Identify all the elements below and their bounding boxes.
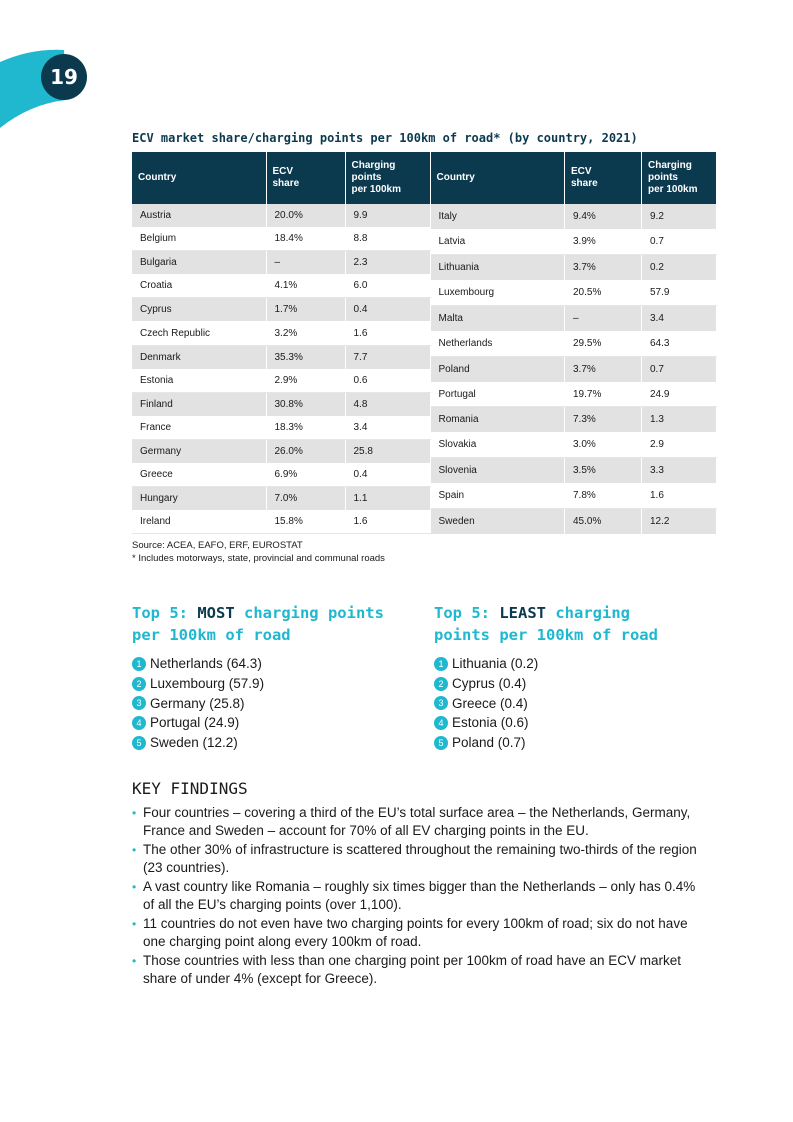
cell-country: Lithuania [431,254,565,279]
table-row [431,432,717,457]
table-row [431,331,717,356]
cell-ecv-share: 7.0% [266,487,345,511]
table-row [431,407,717,432]
cell-ecv-share: 3.7% [565,254,642,279]
table-row [132,416,430,440]
cell-country: Estonia [132,369,266,393]
cell-charging-points: 64.3 [642,331,717,356]
top5-least-list [434,654,694,752]
top5-least-section [434,602,694,752]
cell-country: Slovakia [431,432,565,457]
table-notes [132,539,385,565]
cell-charging-points: 8.8 [345,227,430,251]
list-item [434,674,694,694]
table-row [132,227,430,251]
top5-most-title: Top 5: MOST charging points per 100km of road [132,604,384,644]
header-ecv-share: ECV share [266,152,345,204]
table-row [132,345,430,369]
cell-charging-points: 1.1 [345,487,430,511]
cell-charging-points: 0.2 [642,254,717,279]
cell-country: Portugal [431,382,565,407]
header-country: Country [132,152,266,204]
rank-number-icon: 4 [132,716,146,730]
cell-country: Finland [132,392,266,416]
cell-ecv-share: 45.0% [565,509,642,535]
header-ecv-share: ECV share [565,152,642,204]
cell-country: Bulgaria [132,251,266,275]
table-row [431,305,717,330]
list-item [434,713,694,733]
rank-number-icon: 4 [434,716,448,730]
table-row [132,487,430,511]
header-country: Country [431,152,565,204]
cell-charging-points: 2.3 [345,251,430,275]
cell-ecv-share: 7.8% [565,483,642,508]
cell-country: Czech Republic [132,321,266,345]
cell-country: Hungary [132,487,266,511]
list-item-text: Sweden (12.2) [150,735,238,751]
cell-ecv-share: 3.0% [565,432,642,457]
cell-charging-points: 0.7 [642,229,717,254]
page-number: 19 [41,54,87,100]
cell-ecv-share: 4.1% [266,274,345,298]
list-item [132,674,392,694]
cell-ecv-share: 3.7% [565,356,642,381]
cell-charging-points: 6.0 [345,274,430,298]
cell-charging-points: 1.6 [642,483,717,508]
cell-ecv-share: 30.8% [266,392,345,416]
table-row [132,392,430,416]
rank-number-icon: 2 [434,677,448,691]
cell-ecv-share: 3.9% [565,229,642,254]
cell-charging-points: 1.3 [642,407,717,432]
cell-charging-points: 9.2 [642,204,717,229]
cell-charging-points: 1.6 [345,321,430,345]
data-tables [132,152,716,534]
table-header-row [431,152,717,204]
cell-ecv-share: – [565,305,642,330]
cell-charging-points: 0.7 [642,356,717,381]
list-item [434,654,694,674]
table-row [431,229,717,254]
header-charging-points: Charging points per 100km [642,152,717,204]
cell-charging-points: 24.9 [642,382,717,407]
cell-charging-points: 1.6 [345,510,430,534]
cell-ecv-share: 19.7% [565,382,642,407]
cell-charging-points: 25.8 [345,439,430,463]
cell-country: Romania [431,407,565,432]
cell-country: Sweden [431,509,565,535]
cell-ecv-share: 15.8% [266,510,345,534]
table-row [132,298,430,322]
table-row [431,458,717,483]
rank-number-icon: 1 [132,657,146,671]
table-title: ECV market share/charging points per 100km of road* (by country, 2021) [132,131,638,145]
cell-ecv-share: 1.7% [266,298,345,322]
cell-country: Italy [431,204,565,229]
table-row [132,251,430,275]
table-row [132,204,430,227]
top5-most-section [132,602,392,752]
list-item-text: Germany (25.8) [150,695,245,711]
cell-charging-points: 3.4 [642,305,717,330]
table-row [431,204,717,229]
top5-most-list [132,654,392,752]
cell-charging-points: 0.6 [345,369,430,393]
table-row [132,321,430,345]
cell-country: Latvia [431,229,565,254]
list-item-text: Luxembourg (57.9) [150,676,265,692]
rank-number-icon: 2 [132,677,146,691]
header-charging-points: Charging points per 100km [345,152,430,204]
table-row [431,280,717,305]
cell-country: Slovenia [431,458,565,483]
cell-ecv-share: 26.0% [266,439,345,463]
list-item [132,733,392,753]
table-row [431,254,717,279]
list-item-text: Cyprus (0.4) [452,676,527,692]
cell-charging-points: 0.4 [345,463,430,487]
cell-charging-points: 9.9 [345,204,430,227]
cell-ecv-share: 20.5% [565,280,642,305]
cell-ecv-share: 35.3% [266,345,345,369]
key-findings-list [132,804,702,988]
cell-ecv-share: 2.9% [266,369,345,393]
table-row [132,369,430,393]
table-row [431,509,717,535]
list-item-text: Portugal (24.9) [150,715,240,731]
top5-least-title: Top 5: LEAST charging points per 100km of road [434,604,658,644]
cell-charging-points: 4.8 [345,392,430,416]
list-item [132,713,392,733]
cell-charging-points: 12.2 [642,509,717,535]
rank-number-icon: 5 [434,736,448,750]
cell-ecv-share: 29.5% [565,331,642,356]
table-header-row [132,152,430,204]
cell-country: Belgium [132,227,266,251]
list-item-text: Netherlands (64.3) [150,656,262,672]
cell-country: Denmark [132,345,266,369]
key-findings [132,779,702,989]
cell-charging-points: 2.9 [642,432,717,457]
cell-country: Greece [132,463,266,487]
table-row [132,274,430,298]
cell-ecv-share: 3.5% [565,458,642,483]
rank-number-icon: 3 [434,696,448,710]
list-item-text: Estonia (0.6) [452,715,529,731]
cell-country: Croatia [132,274,266,298]
cell-ecv-share: 18.3% [266,416,345,440]
table-right [431,152,718,534]
table-row [431,382,717,407]
cell-charging-points: 3.3 [642,458,717,483]
rank-number-icon: 1 [434,657,448,671]
cell-charging-points: 57.9 [642,280,717,305]
cell-ecv-share: 18.4% [266,227,345,251]
finding-item: • Four countries – covering a third of the EU’s total surface area – the Netherlands, Germany, France and Sweden – account for 70% of all EV charging points in the EU. [132,804,702,840]
cell-country: Malta [431,305,565,330]
list-item [434,693,694,713]
finding-item: • The other 30% of infrastructure is scattered throughout the remaining two-thirds of the region (23 countries). [132,841,702,877]
cell-ecv-share: 7.3% [565,407,642,432]
key-findings-title: KEY FINDINGS [132,779,248,798]
cell-country: France [132,416,266,440]
table-row [431,483,717,508]
cell-charging-points: 7.7 [345,345,430,369]
footnote: * Includes motorways, state, provincial and communal roads [132,553,385,564]
table-row [132,439,430,463]
rank-number-icon: 5 [132,736,146,750]
cell-country: Poland [431,356,565,381]
source-note: Source: ACEA, EAFO, ERF, EUROSTAT [132,540,303,551]
table-row [431,356,717,381]
list-item-text: Lithuania (0.2) [452,656,539,672]
table-left [132,152,431,534]
finding-item: • 11 countries do not even have two charging points for every 100km of road; six do not have one charging point along every 100km of road. [132,915,702,951]
list-item-text: Poland (0.7) [452,735,526,751]
cell-country: Cyprus [132,298,266,322]
cell-ecv-share: 6.9% [266,463,345,487]
cell-ecv-share: 3.2% [266,321,345,345]
cell-ecv-share: – [266,251,345,275]
cell-country: Ireland [132,510,266,534]
list-item-text: Greece (0.4) [452,695,528,711]
table-row [132,510,430,534]
rank-number-icon: 3 [132,696,146,710]
cell-country: Luxembourg [431,280,565,305]
cell-country: Netherlands [431,331,565,356]
cell-country: Austria [132,204,266,227]
list-item [434,733,694,753]
finding-item: • A vast country like Romania – roughly six times bigger than the Netherlands – only has 0.4% of all the EU’s charging points (over 1,100). [132,878,702,914]
finding-item: • Those countries with less than one charging point per 100km of road have an ECV market share of under 4% (except for Greece). [132,952,702,988]
table-row [132,463,430,487]
cell-country: Spain [431,483,565,508]
cell-charging-points: 0.4 [345,298,430,322]
cell-ecv-share: 20.0% [266,204,345,227]
cell-charging-points: 3.4 [345,416,430,440]
cell-country: Germany [132,439,266,463]
list-item [132,654,392,674]
cell-ecv-share: 9.4% [565,204,642,229]
list-item [132,693,392,713]
